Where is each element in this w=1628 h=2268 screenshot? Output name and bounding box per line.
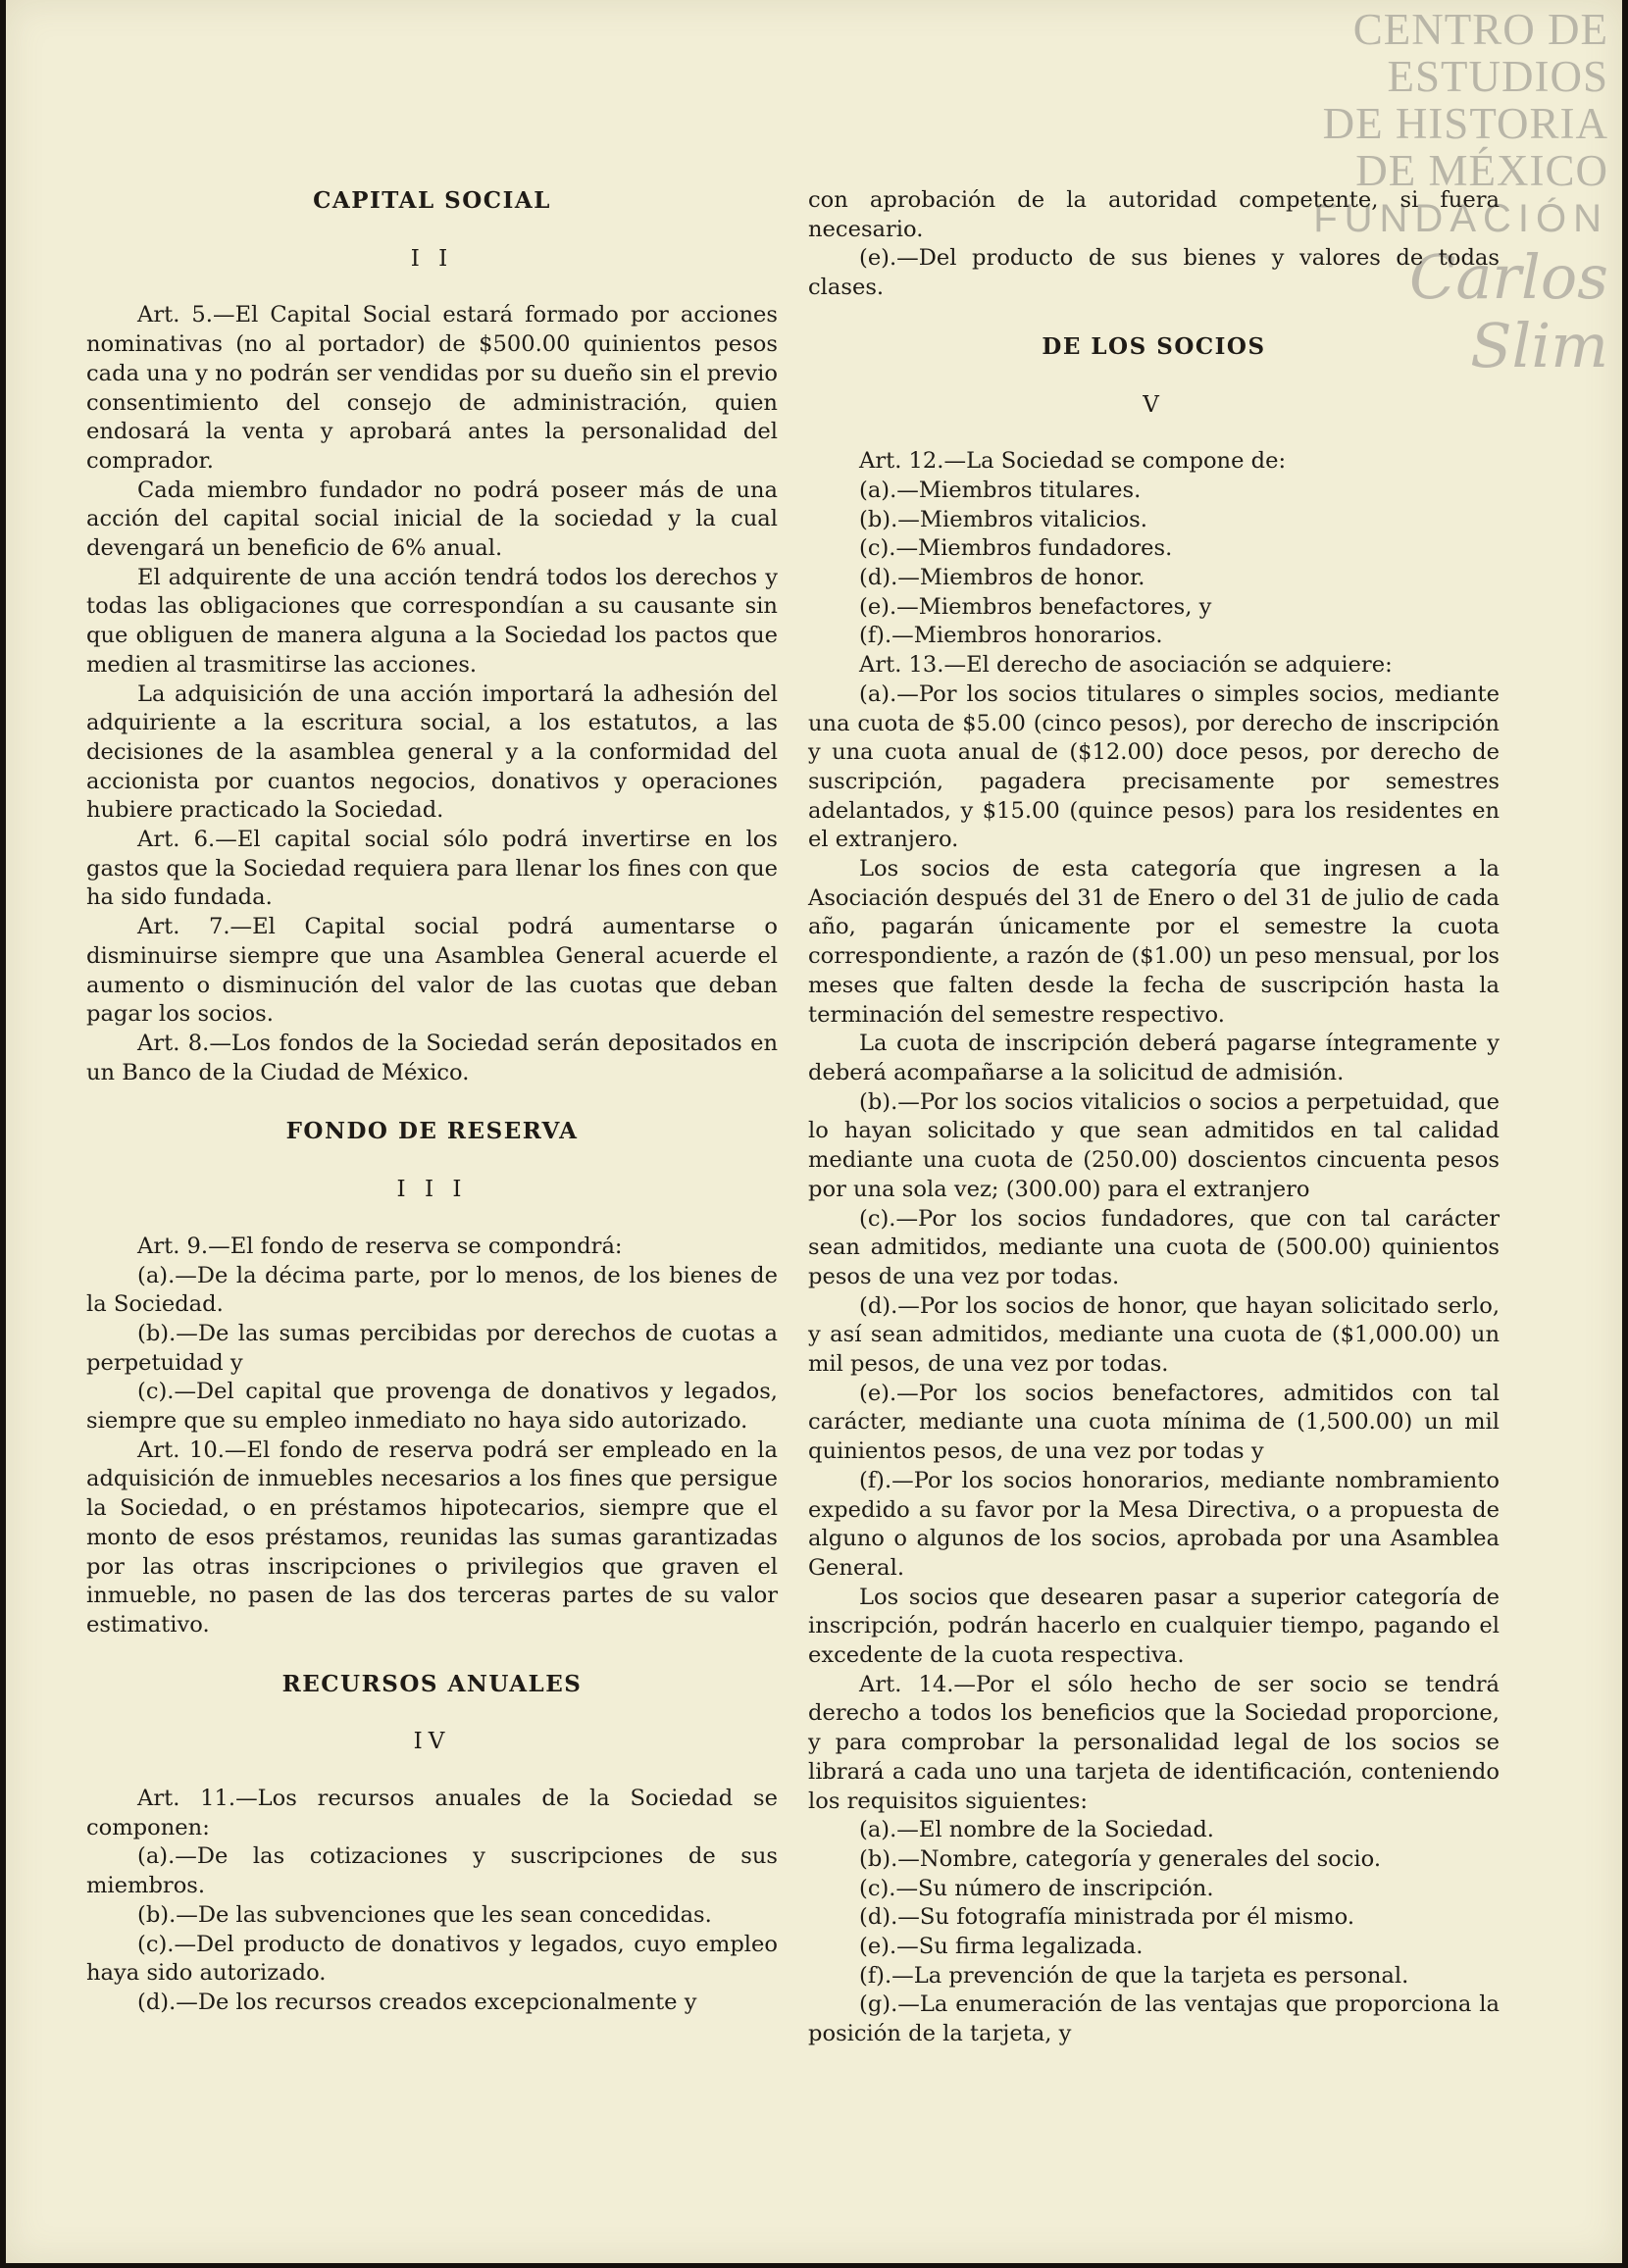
list-item: (c).—Miembros fundadores. (859, 535, 1173, 562)
paragraph: (a).—De las cotizaciones y suscripciones de sus miembros. (86, 1843, 778, 1899)
list-item: (a).—Miembros titulares. (859, 477, 1142, 503)
paragraph: (a).—De la décima parte, por lo menos, de los bienes de la Sociedad. (86, 1262, 778, 1318)
paragraph: Art. 12.—La Sociedad se compone de: (859, 448, 1287, 475)
paragraph: Art. 13.—El derecho de asociación se adquiere: (859, 652, 1393, 679)
paragraph: Art. 14.—Por el sólo hecho de ser socio se tendrá derecho a todos los beneficios que la Sociedad proporcione, y para comprobar la personalidad legal de los socios se librará a cada uno una tarjeta de identificación, conteniendo los requisitos siguientes: (808, 1671, 1500, 1814)
paragraph: El adquirente de una acción tendrá todos los derechos y todas las obligaciones que correspondían a su causante sin que obliguen de manera alguna a la Sociedad los pactos que medien al trasmitirse las acciones. (86, 564, 778, 678)
paragraph: Art. 5.—El Capital Social estará formado por acciones nominativas (no al portador) de $500.00 quinientos pesos cada una y no podrán ser vendidas por su dueño sin el previo consentimiento del consejo de administración, quien endosará la venta y aprobará antes la personalidad del comprador. (86, 302, 778, 474)
paragraph: Art. 11.—Los recursos anuales de la Sociedad se componen: (86, 1786, 778, 1840)
list-item: (f).—Miembros honorarios. (859, 623, 1163, 649)
paragraph: (e).—Del producto de sus bienes y valores de todas clases. (808, 245, 1500, 301)
list-item: (d).—Su fotografía ministrada por él mismo. (859, 1904, 1355, 1931)
section-heading: FONDO DE RESERVA (285, 1118, 579, 1145)
watermark-signature: Carlos Slim (1408, 241, 1608, 381)
paragraph: Cada miembro fundador no podrá poseer más de una acción del capital social inicial de la sociedad y la cual devengará un beneficio de 6% anual. (86, 477, 778, 562)
right-column (808, 186, 1500, 2049)
section-heading: CAPITAL SOCIAL (313, 187, 551, 214)
list-item: (a).—El nombre de la Sociedad. (859, 1817, 1214, 1843)
section-number: I I (410, 245, 454, 272)
list-item: (e).—Miembros benefactores, y (859, 593, 1212, 620)
watermark-line: CENTRO DE (1352, 5, 1608, 54)
paragraph: (e).—Por los socios benefactores, admitidos con tal carácter, mediante una cuota mínima de (1,500.00) un mil quinientos pesos, de una vez por todas y (808, 1380, 1500, 1465)
paragraph: (b).—Por los socios vitalicios o socios a perpetuidad, que lo hayan solicitado y que sean admitidos en tal calidad mediante una cuota de (250.00) doscientos cincuenta pesos por una sola vez; (300.00) para el extranjero (808, 1088, 1500, 1202)
paragraph: (c).—Por los socios fundadores, que con tal carácter sean admitidos, mediante una cuota de (500.00) quinientos pesos de una vez por todas. (808, 1205, 1500, 1289)
section-number: I I I (396, 1177, 468, 1203)
document-page (6, 0, 1622, 2263)
section-heading: RECURSOS ANUALES (281, 1670, 583, 1697)
paragraph: Art. 8.—Los fondos de la Sociedad serán depositados en un Banco de la Ciudad de México. (86, 1030, 778, 1085)
watermark-line: DE MÉXICO (1355, 146, 1608, 195)
paragraph: Art. 6.—El capital social sólo podrá invertirse en los gastos que la Sociedad requiera para llenar los fines con que ha sido fundada. (86, 827, 778, 911)
paragraph: (c).—Del producto de donativos y legados, cuyo empleo haya sido autorizado. (86, 1931, 778, 1987)
paragraph: Art. 7.—El Capital social podrá aumentarse o disminuirse siempre que una Asamblea General acuerde el aumento o disminución del valor de las cuotas que deban pagar los socios. (86, 914, 778, 1028)
paragraph: Art. 10.—El fondo de reserva podrá ser empleado en la adquisición de inmuebles necesarios a los fines que persigue la Sociedad, o en préstamos hipotecarios, siempre que el monto de esos préstamos, reunidas las sumas garantizadas por las otras inscripciones o privilegios que graven el inmueble, no pasen de las dos terceras partes de su valor estimativo. (86, 1436, 778, 1638)
list-item: (d).—Miembros de honor. (859, 565, 1145, 591)
paragraph: con aprobación de la autoridad competente, si fuera necesario. (808, 187, 1500, 242)
watermark-foundation: FUNDACIÓN (1313, 197, 1608, 240)
paragraph: (c).—Del capital que provenga de donativos y legados, siempre que su empleo inmediato no haya sido autorizado. (86, 1379, 778, 1435)
list-item: (g).—La enumeración de las ventajas que proporciona la posición de la tarjeta, y (808, 1991, 1500, 2047)
paragraph: Los socios de esta categoría que ingresen a la Asociación después del 31 de Enero o del 31 de julio de cada año, pagarán únicamente por el semestre la cuota correspondiente, a razón de ($1.00) un peso mensual, por los meses que falten desde la fecha de suscripción hasta la terminación del semestre respectivo. (808, 856, 1500, 1028)
watermark-line: DE HISTORIA (1322, 99, 1608, 148)
list-item: (b).—Nombre, categoría y generales del socio. (859, 1845, 1382, 1872)
section-number: V (1143, 391, 1165, 418)
section-heading: DE LOS SOCIOS (1042, 332, 1266, 360)
list-item: (b).—Miembros vitalicios. (859, 506, 1147, 532)
left-column (86, 186, 778, 2018)
watermark-line: ESTUDIOS (1387, 52, 1608, 101)
paragraph: La adquisición de una acción importará la adhesión del adquiriente a la escritura social, a los estatutos, a las decisiones de la asamblea general y a la conformidad del accionista por cuantos negocios, donativos y operaciones hubiere practicado la Sociedad. (86, 680, 778, 824)
paragraph: (f).—Por los socios honorarios, mediante nombramiento expedido a su favor por la Mesa Directiva, o a propuesta de alguno o algunos de los socios, aprobada por una Asamblea General. (808, 1467, 1500, 1581)
list-item: (f).—La prevención de que la tarjeta es personal. (859, 1962, 1409, 1989)
paragraph: La cuota de inscripción deberá pagarse íntegramente y deberá acompañarse a la solicitud de admisión. (808, 1031, 1500, 1085)
list-item: (c).—Su número de inscripción. (859, 1875, 1214, 1901)
paragraph: Art. 9.—El fondo de reserva se compondrá: (137, 1233, 623, 1259)
paragraph: (b).—De las subvenciones que les sean concedidas. (137, 1901, 712, 1928)
section-number: IV (413, 1729, 451, 1755)
paragraph: (a).—Por los socios titulares o simples socios, mediante una cuota de $5.00 (cinco pesos), por derecho de inscripción y una cuota anual de ($12.00) doce pesos, por derecho de suscripción, pagadera precisamente por semestres adelantados, y $15.00 (quince pesos) para los residentes en el extranjero. (808, 680, 1500, 853)
paragraph: (d).—Por los socios de honor, que hayan solicitado serlo, y así sean admitidos, mediante una cuota de ($1,000.00) un mil pesos, de una vez por todas. (808, 1292, 1500, 1378)
paragraph: (d).—De los recursos creados excepcionalmente y (137, 1989, 697, 2015)
list-item: (e).—Su firma legalizada. (859, 1934, 1144, 1960)
paragraph: Los socios que desearen pasar a superior categoría de inscripción, podrán hacerlo en cualquier tiempo, pagando el excedente de la cuota respectiva. (808, 1584, 1500, 1669)
paragraph: (b).—De las sumas percibidas por derechos de cuotas a perpetuidad y (86, 1320, 778, 1376)
